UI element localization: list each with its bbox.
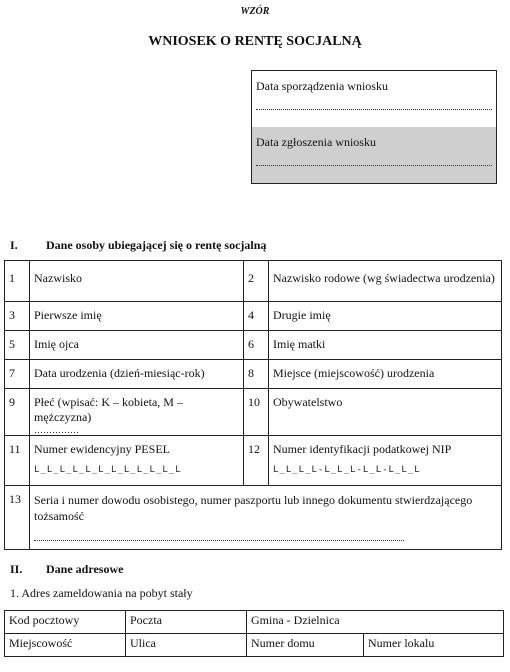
section2-number: II. bbox=[10, 562, 23, 576]
field-number: 8 bbox=[244, 360, 269, 389]
field-number: 1 bbox=[5, 261, 30, 302]
field-number: 6 bbox=[244, 331, 269, 360]
second-name-field[interactable] bbox=[269, 302, 502, 331]
nip-field[interactable] bbox=[269, 436, 502, 486]
field-label: Płeć (wpisać: K – kobieta, M – mężczyzna) bbox=[34, 395, 183, 424]
submitted-date-cell bbox=[252, 127, 496, 183]
id-document-field[interactable] bbox=[30, 486, 502, 550]
table-row bbox=[5, 486, 502, 550]
date-box bbox=[251, 70, 497, 184]
apartment-number-field[interactable]: Numer lokalu bbox=[364, 634, 504, 657]
field-label: Miejsce (miejscowość) urodzenia bbox=[273, 366, 435, 380]
field-label: Numer ewidencyjny PESEL bbox=[34, 442, 170, 456]
submitted-date-field[interactable] bbox=[256, 165, 492, 166]
section1-number: I. bbox=[10, 238, 18, 252]
birth-date-field[interactable] bbox=[30, 360, 244, 389]
field-number: 10 bbox=[244, 389, 269, 436]
father-name-field[interactable] bbox=[30, 331, 244, 360]
birth-place-field[interactable] bbox=[269, 360, 502, 389]
prepared-date-cell bbox=[252, 71, 496, 128]
field-label: Nazwisko bbox=[34, 271, 82, 285]
field-label: Imię ojca bbox=[34, 337, 79, 351]
section2-heading bbox=[10, 562, 490, 578]
id-document-dots[interactable] bbox=[34, 530, 404, 541]
field-label: Seria i numer dowodu osobistego, numer paszportu lub innego dokumentu stwierdzającego tożsamość bbox=[34, 493, 473, 523]
field-number: 7 bbox=[5, 360, 30, 389]
street-field[interactable]: Ulica bbox=[126, 634, 247, 657]
table-row bbox=[5, 634, 504, 657]
address-table bbox=[4, 610, 504, 657]
table-row bbox=[5, 611, 504, 634]
sex-field[interactable] bbox=[30, 389, 244, 436]
address-intro: 1. Adres zameldowania na pobyt stały bbox=[10, 586, 193, 600]
post-office-field[interactable]: Poczta bbox=[126, 611, 247, 634]
field-label: Nazwisko rodowe (wg świadectwa urodzenia) bbox=[273, 271, 495, 285]
table-row bbox=[5, 389, 502, 436]
pesel-field[interactable] bbox=[30, 436, 244, 486]
pesel-boxes[interactable]: L_L_L_L_L_L_L_L_L_L_L_L bbox=[34, 465, 182, 475]
field-number: 12 bbox=[244, 436, 269, 486]
section2-title: Dane adresowe bbox=[46, 562, 124, 576]
field-number: 3 bbox=[5, 302, 30, 331]
table-row bbox=[5, 360, 502, 389]
section1-title: Dane osoby ubiegającej się o rentę socjalną bbox=[46, 238, 267, 252]
city-field[interactable]: Miejscowość bbox=[5, 634, 126, 657]
table-row bbox=[5, 302, 502, 331]
field-number: 2 bbox=[244, 261, 269, 302]
house-number-field[interactable]: Numer domu bbox=[247, 634, 364, 657]
sex-dots: …………… bbox=[34, 425, 79, 435]
document-title: WNIOSEK O RENTĘ SOCJALNĄ bbox=[148, 34, 362, 49]
field-number: 9 bbox=[5, 389, 30, 436]
mother-name-field[interactable] bbox=[269, 331, 502, 360]
prepared-date-label: Data sporządzenia wniosku bbox=[256, 79, 388, 93]
first-name-field[interactable] bbox=[30, 302, 244, 331]
section1-heading bbox=[10, 238, 490, 254]
postal-code-field[interactable]: Kod pocztowy bbox=[5, 611, 126, 634]
field-label: Drugie imię bbox=[273, 308, 331, 322]
template-label: WZÓR bbox=[240, 6, 270, 17]
surname-field[interactable] bbox=[30, 261, 244, 302]
personal-data-table bbox=[4, 260, 502, 550]
table-row bbox=[5, 436, 502, 486]
field-number: 5 bbox=[5, 331, 30, 360]
citizenship-field[interactable] bbox=[269, 389, 502, 436]
table-row bbox=[5, 261, 502, 302]
nip-boxes[interactable]: L_L_L_L-L_L_L-L_L-L_L_L bbox=[273, 465, 421, 475]
table-row bbox=[5, 331, 502, 360]
field-number: 4 bbox=[244, 302, 269, 331]
field-number: 11 bbox=[5, 436, 30, 486]
field-label: Pierwsze imię bbox=[34, 308, 102, 322]
prepared-date-field[interactable] bbox=[256, 109, 492, 110]
field-label: Numer identyfikacji podatkowej NIP bbox=[273, 442, 452, 456]
field-label: Obywatelstwo bbox=[273, 395, 343, 409]
field-label: Imię matki bbox=[273, 337, 326, 351]
field-label: Data urodzenia (dzień-miesiąc-rok) bbox=[34, 366, 205, 380]
field-number: 13 bbox=[5, 486, 30, 550]
submitted-date-label: Data zgłoszenia wniosku bbox=[256, 135, 376, 149]
birth-surname-field[interactable] bbox=[269, 261, 502, 302]
municipality-field[interactable]: Gmina - Dzielnica bbox=[247, 611, 504, 634]
